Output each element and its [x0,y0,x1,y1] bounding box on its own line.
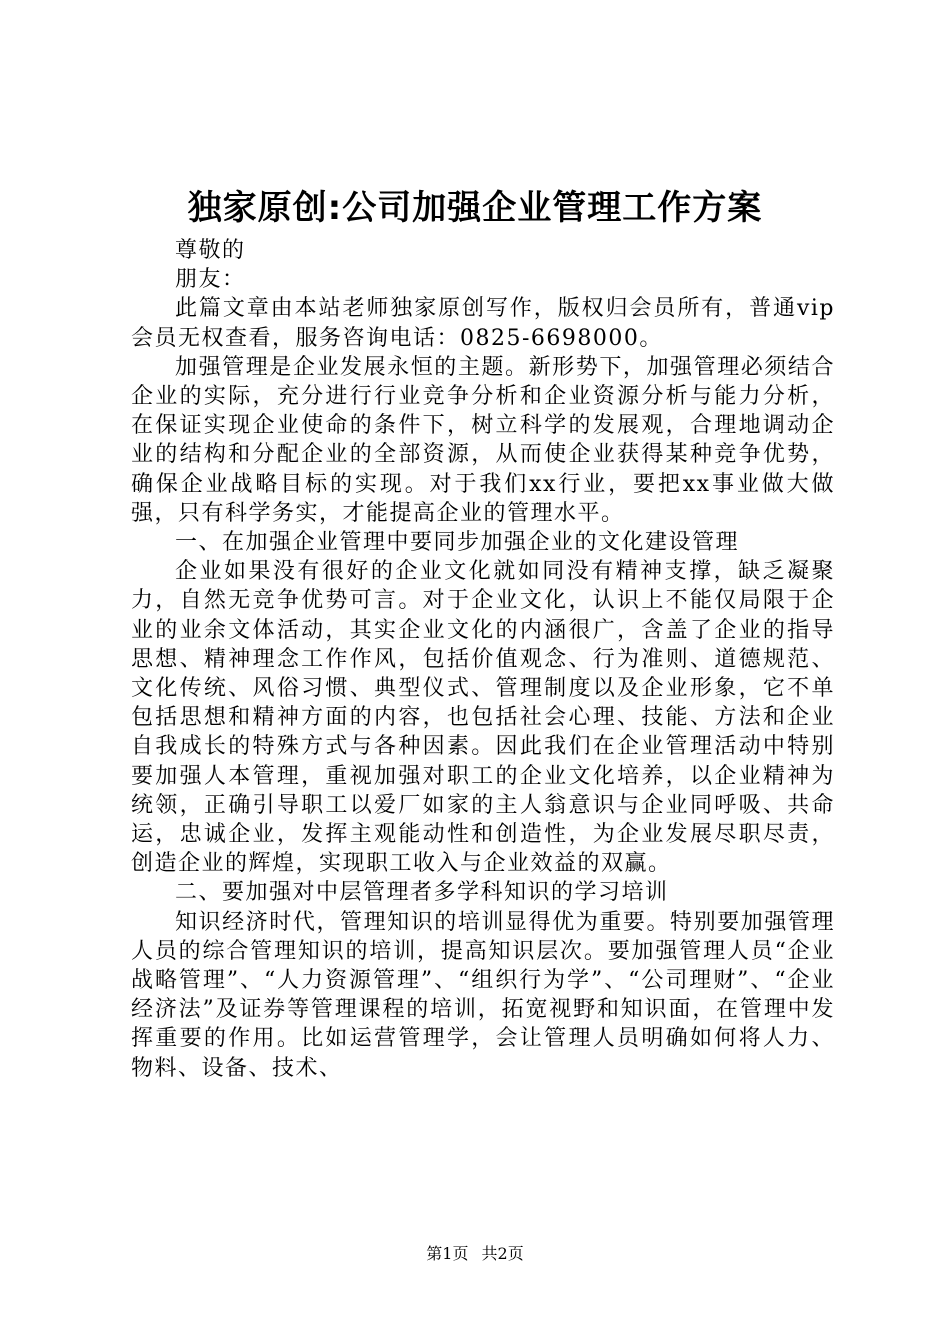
copyright-notice: 此篇文章由本站老师独家原创写作，版权归会员所有，普通vip会员无权查看，服务咨询电话：0825-6698000。 [131,296,835,351]
page-total: 共2页 [481,1244,524,1263]
salutation-line-2: 朋友： [175,267,246,293]
section-heading-2: 二、要加强对中层管理者多学科知识的学习培训 [175,880,669,906]
page-footer [0,1244,950,1264]
section-1-paragraph: 企业如果没有很好的企业文化就如同没有精神支撑，缺乏凝聚力，自然无竞争优势可言。对于企业文化，认识上不能仅局限于企业的业余文体活动，其实企业文化的内涵很广，含盖了企业的指导思想、精神理念工作作风，包括价值观念、行为准则、道德规范、文化传统、风俗习惯、典型仪式、管理制度以及企业形象，它不单包括思想和精神方面的内容，也包括社会心理、技能、方法和企业自我成长的特殊方式与各种因素。因此我们在企业管理活动中特别要加强人本管理，重视加强对职工的企业文化培养，以企业精神为统领，正确引导职工以爱厂如家的主人翁意识与企业同呼吸、共命运，忠诚企业，发挥主观能动性和创造性，为企业发展尽职尽责，创造企业的辉煌，实现职工收入与企业效益的双赢。 [131,559,835,877]
document-title: 独家原创:公司加强企业管理工作方案 [187,188,763,228]
section-2-paragraph: 知识经济时代，管理知识的培训显得优为重要。特别要加强管理人员的综合管理知识的培训，提高知识层次。要加强管理人员“企业战略管理”、“人力资源管理”、“组织行为学”、“公司理财”、“企业经济法”及证券等管理课程的培训，拓宽视野和知识面，在管理中发挥重要的作用。比如运营管理学，会让管理人员明确如何将人力、物料、设备、技术、 [131,909,835,1081]
section-heading-1: 一、在加强企业管理中要同步加强企业的文化建设管理 [175,530,740,556]
page-number: 第1页 [426,1244,469,1263]
document-body [131,236,835,1083]
salutation-line-1: 尊敬的 [175,238,246,263]
intro-paragraph: 加强管理是企业发展永恒的主题。新形势下，加强管理必须结合企业的实际，充分进行行业竞争分析和企业资源分析与能力分析，在保证实现企业使命的条件下，树立科学的发展观，合理地调动企业的结构和分配企业的全部资源，从而使企业获得某种竞争优势，确保企业战略目标的实现。对于我们xx行业，要把xx事业做大做强，只有科学务实，才能提高企业的管理水平。 [131,354,835,526]
